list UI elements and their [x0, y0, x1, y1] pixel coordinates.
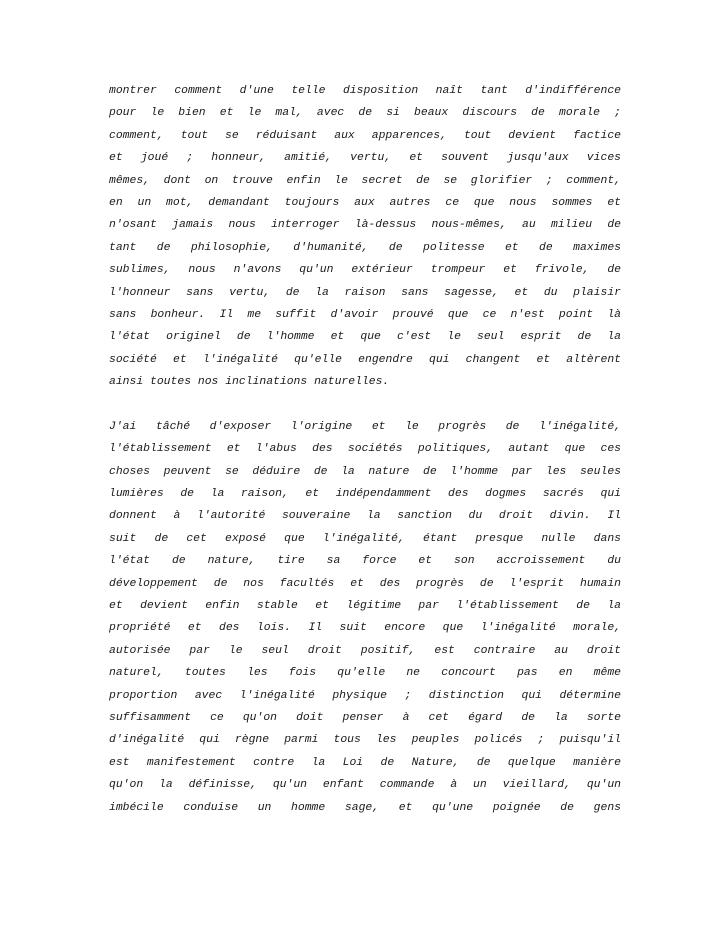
text-line: mêmes, dont on trouve enfin le secret de se glorifier ; comment,	[109, 174, 621, 187]
text-line: l'honneur sans vertu, de la raison sans sagesse, et du plaisir	[109, 286, 621, 299]
paragraph-1	[109, 80, 621, 393]
text-line: suffisamment ce qu'on doit penser à cet égard de la sorte	[109, 711, 621, 724]
text-line: montrer comment d'une telle disposition naît tant d'indifférence	[109, 85, 621, 97]
text-line: d'inégalité qui règne parmi tous les peuples policés ; puisqu'il	[109, 734, 621, 747]
paragraph-2	[109, 416, 621, 819]
text-line: propriété et des lois. Il suit encore que l'inégalité morale,	[109, 622, 621, 635]
text-line: l'état originel de l'homme et que c'est le seul esprit de la	[109, 331, 621, 344]
text-line: imbécile conduise un homme sage, et qu'une poignée de gens	[109, 801, 621, 814]
text-line: développement de nos facultés et des progrès de l'esprit humain	[109, 577, 621, 590]
text-line: proportion avec l'inégalité physique ; distinction qui détermine	[109, 689, 621, 702]
document-page	[109, 80, 621, 819]
text-line: donnent à l'autorité souveraine la sanction du droit divin. Il	[109, 510, 621, 523]
text-line: n'osant jamais nous interroger là-dessus nous-mêmes, au milieu de	[109, 219, 621, 232]
text-line: et devient enfin stable et légitime par l'établissement de la	[109, 599, 621, 612]
text-line: l'établissement et l'abus des sociétés politiques, autant que ces	[109, 443, 621, 456]
text-line: sublimes, nous n'avons qu'un extérieur trompeur et frivole, de	[109, 264, 621, 277]
text-line: lumières de la raison, et indépendamment des dogmes sacrés qui	[109, 488, 621, 501]
text-line: choses peuvent se déduire de la nature de l'homme par les seules	[109, 465, 621, 478]
text-line: tant de philosophie, d'humanité, de politesse et de maximes	[109, 241, 621, 254]
text-line: société et l'inégalité qu'elle engendre qui changent et altèrent	[109, 353, 621, 366]
text-line: suit de cet exposé que l'inégalité, étant presque nulle dans	[109, 532, 621, 545]
text-line: autorisée par le seul droit positif, est contraire au droit	[109, 644, 621, 657]
text-line: ainsi toutes nos inclinations naturelles.	[109, 376, 390, 389]
text-line: et joué ; honneur, amitié, vertu, et souvent jusqu'aux vices	[109, 152, 621, 165]
text-line: sans bonheur. Il me suffit d'avoir prouvé que ce n'est point là	[109, 308, 621, 321]
text-line: pour le bien et le mal, avec de si beaux discours de morale ;	[109, 107, 621, 120]
text-line: naturel, toutes les fois qu'elle ne concourt pas en même	[109, 667, 621, 680]
text-line: en un mot, demandant toujours aux autres ce que nous sommes et	[109, 196, 621, 209]
text-line: comment, tout se réduisant aux apparences, tout devient factice	[109, 129, 621, 142]
text-line: qu'on la définisse, qu'un enfant commande à un vieillard, qu'un	[109, 779, 621, 792]
text-line: est manifestement contre la Loi de Nature, de quelque manière	[109, 756, 621, 769]
paragraph-gap	[109, 393, 621, 415]
text-line: J'ai tâché d'exposer l'origine et le progrès de l'inégalité,	[109, 420, 621, 433]
text-line: l'état de nature, tire sa force et son accroissement du	[109, 555, 621, 568]
